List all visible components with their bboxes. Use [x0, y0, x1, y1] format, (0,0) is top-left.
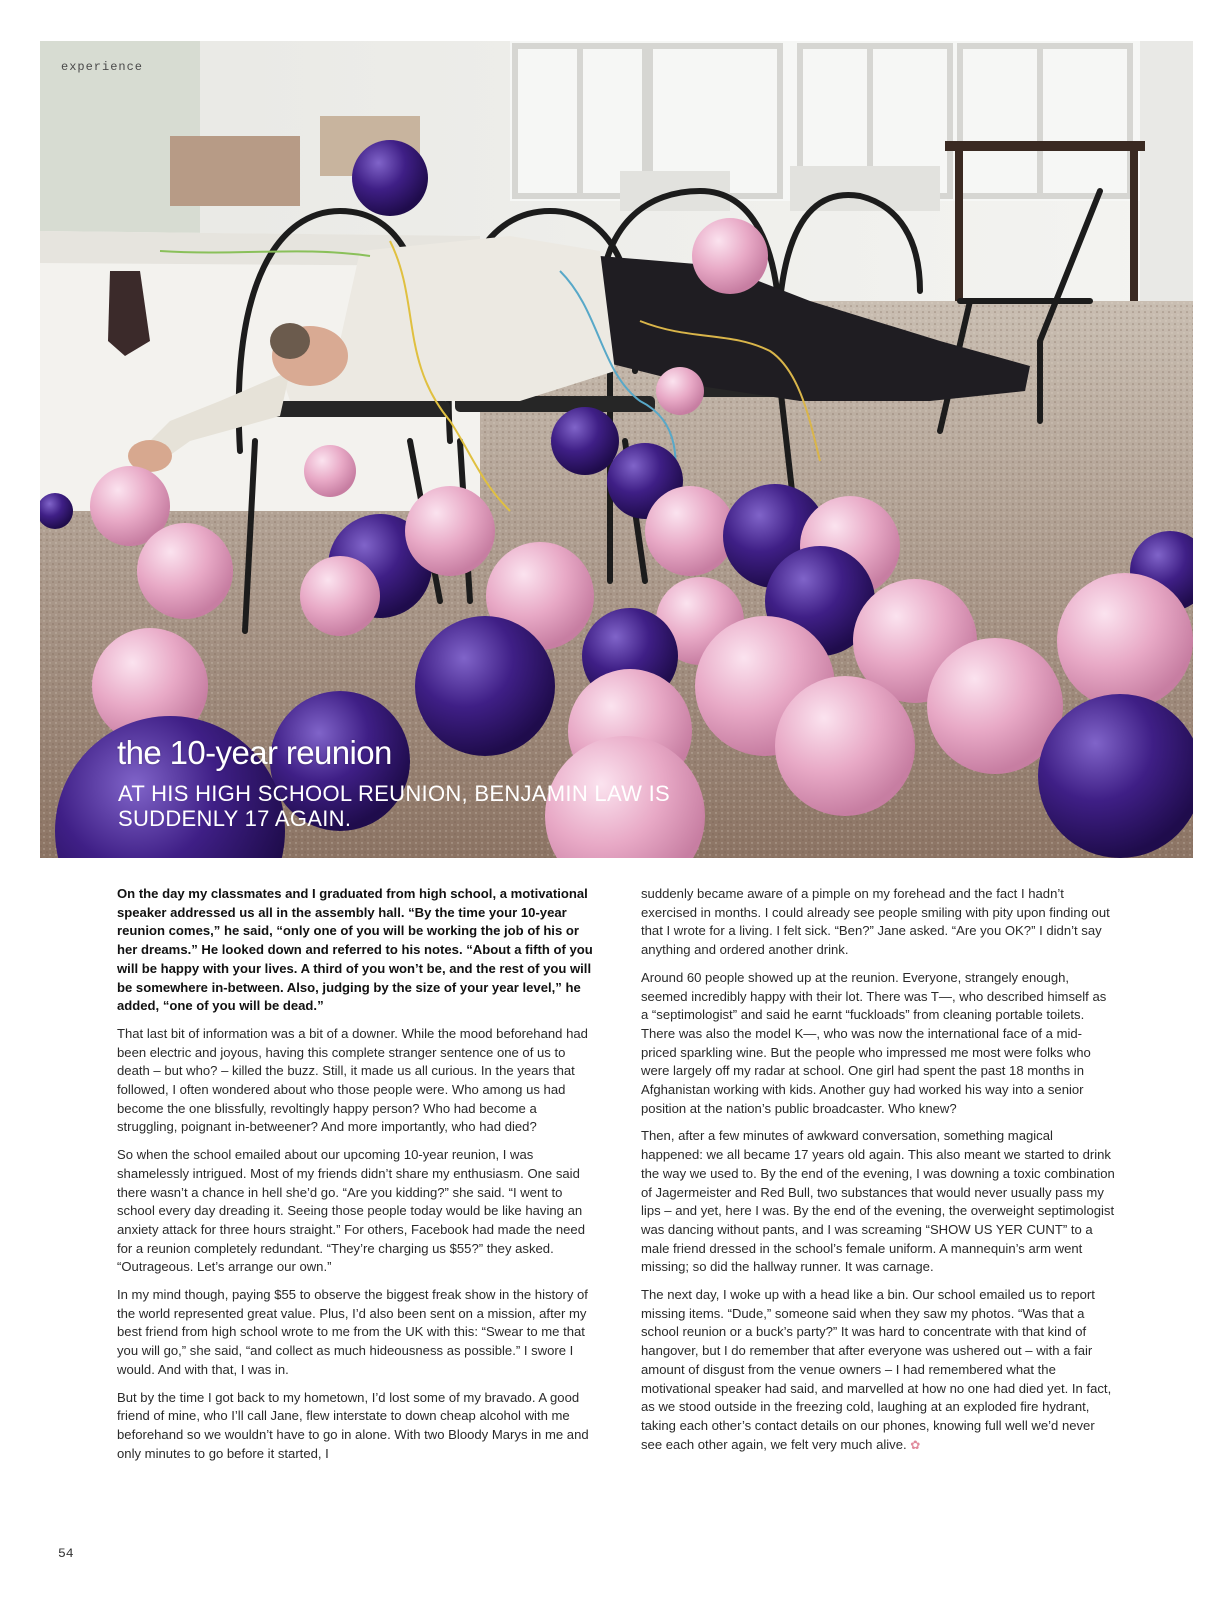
article-subhead: AT HIS HIGH SCHOOL REUNION, BENJAMIN LAW IS SUDDENLY 17 AGAIN. [118, 781, 670, 831]
article-column-right [641, 885, 1116, 1463]
body-paragraph-final [641, 1286, 1116, 1454]
page-number: 54 [58, 1546, 74, 1561]
body-paragraph: That last bit of information was a bit of a downer. While the mood beforehand had been electric and joyous, having this complete stranger sentence one of us to death – but who? – killed the buzz. Still, it made us all curious. In the years that followed, I often wondered about who those people were. Who among us had become the one blissfully, revoltingly happy person? Who had become a struggling, poignant in-betweener? And more importantly, who had died? [117, 1025, 588, 1135]
end-mark-icon: ✿ [910, 1437, 921, 1452]
body-paragraph: But by the time I got back to my hometown, I’d lost some of my bravado. A good friend of mine, who I’ll call Jane, flew interstate to down cheap alcohol with me beforehand so we wouldn’t have to go in alone. With two Bloody Marys in me and only minutes to go before it started, I [117, 1389, 589, 1461]
body-paragraph: Around 60 people showed up at the reunion. Everyone, strangely enough, seemed incredibly happy with their lot. There was T—, who described himself as a “septimologist” and said he earnt “fuckloads” from cleaning portable toilets. There was also the model K—, who was now the international face of a mid-priced sparkling wine. But the people who impressed me most were folks who were largely off my radar at school. One girl had spent the past 18 months in Afghanistan working with kids. Another guy had worked his way into a senior position at the nation’s public broadcaster. Who knew? [641, 969, 1107, 1116]
lead-paragraph: On the day my classmates and I graduated from high school, a motivational speaker addressed us all in the assembly hall. “By the time your 10-year reunion comes,” he said, “only one of you will be working the job of his or her dreams.” He looked down and referred to his notes. “About a fifth of you will be happy with your lives. A third of you won’t be, and the rest of you will be somewhere in-between. Also, judging by the size of your year level,” he added, “one of you will be dead.” [117, 886, 593, 1014]
section-label: experience [61, 60, 144, 74]
article-headline: the 10-year reunion [117, 734, 392, 771]
body-paragraph: In my mind though, paying $55 to observe the biggest freak show in the history of the world represented great value. Plus, I’d also been sent on a mission, after my best friend from high school wrote to me from the UK with this: “Swear to me that you will go,” she said, “and collect as much hideousness as possible.” I swore I would. And with that, I was in. [117, 1287, 588, 1377]
hero-photo [40, 41, 1193, 858]
body-paragraph: Then, after a few minutes of awkward conversation, something magical happened: we all became 17 years old again. This also meant we started to drink the way we used to. By the end of the evening, I was downing a toxic combination of Jagermeister and Red Bull, two substances that would never usually pass my lips – and yet, here I was. By the end of the evening, the overweight septimologist was dancing without pants, and I was screaming “SHOW US YER CUNT” to a male friend dressed in the school’s female uniform. A mannequin’s arm went missing; so did the hallway runner. It was carnage. [641, 1128, 1115, 1275]
body-paragraph: So when the school emailed about our upcoming 10-year reunion, I was shamelessly intrigued. Most of my friends didn’t share my enthusiasm. One said there wasn’t a chance in hell she’d go. “Are you kidding?” she said. “I went to school every day dreading it. Seeing those people today would be like having an anxiety attack for three hours straight.” For others, Facebook had made the need for a reunion completely redundant. “They’re charging us $55?” they asked. “Outrageous. Let’s arrange our own.” [117, 1147, 585, 1275]
article-column-left [117, 885, 595, 1472]
body-paragraph: suddenly became aware of a pimple on my forehead and the fact I hadn’t exercised in months. I could already see people smiling with pity upon finding out that I wrote for a living. I felt sick. “Ben?” Jane asked. “Are you OK?” I didn’t say anything and ordered another drink. [641, 886, 1110, 958]
final-paragraph-text: The next day, I woke up with a head like a bin. Our school emailed us to report missing items. “Dude,” someone said when they saw my photos. “Was that a school reunion or a buck’s party?” It was hard to concentrate with that kind of hangover, but I do remember that after everyone was ushered out – with a fair amount of disgust from the venue owners – I had remembered what the motivational speaker had said, and marvelled at how no one had died yet. In fact, as we stood outside in the freezing cold, laughing at an exploded fire hydrant, taking each other’s contact details on our phones, knowing full well we’d never see each other again, we felt very much alive. [641, 1287, 1112, 1452]
